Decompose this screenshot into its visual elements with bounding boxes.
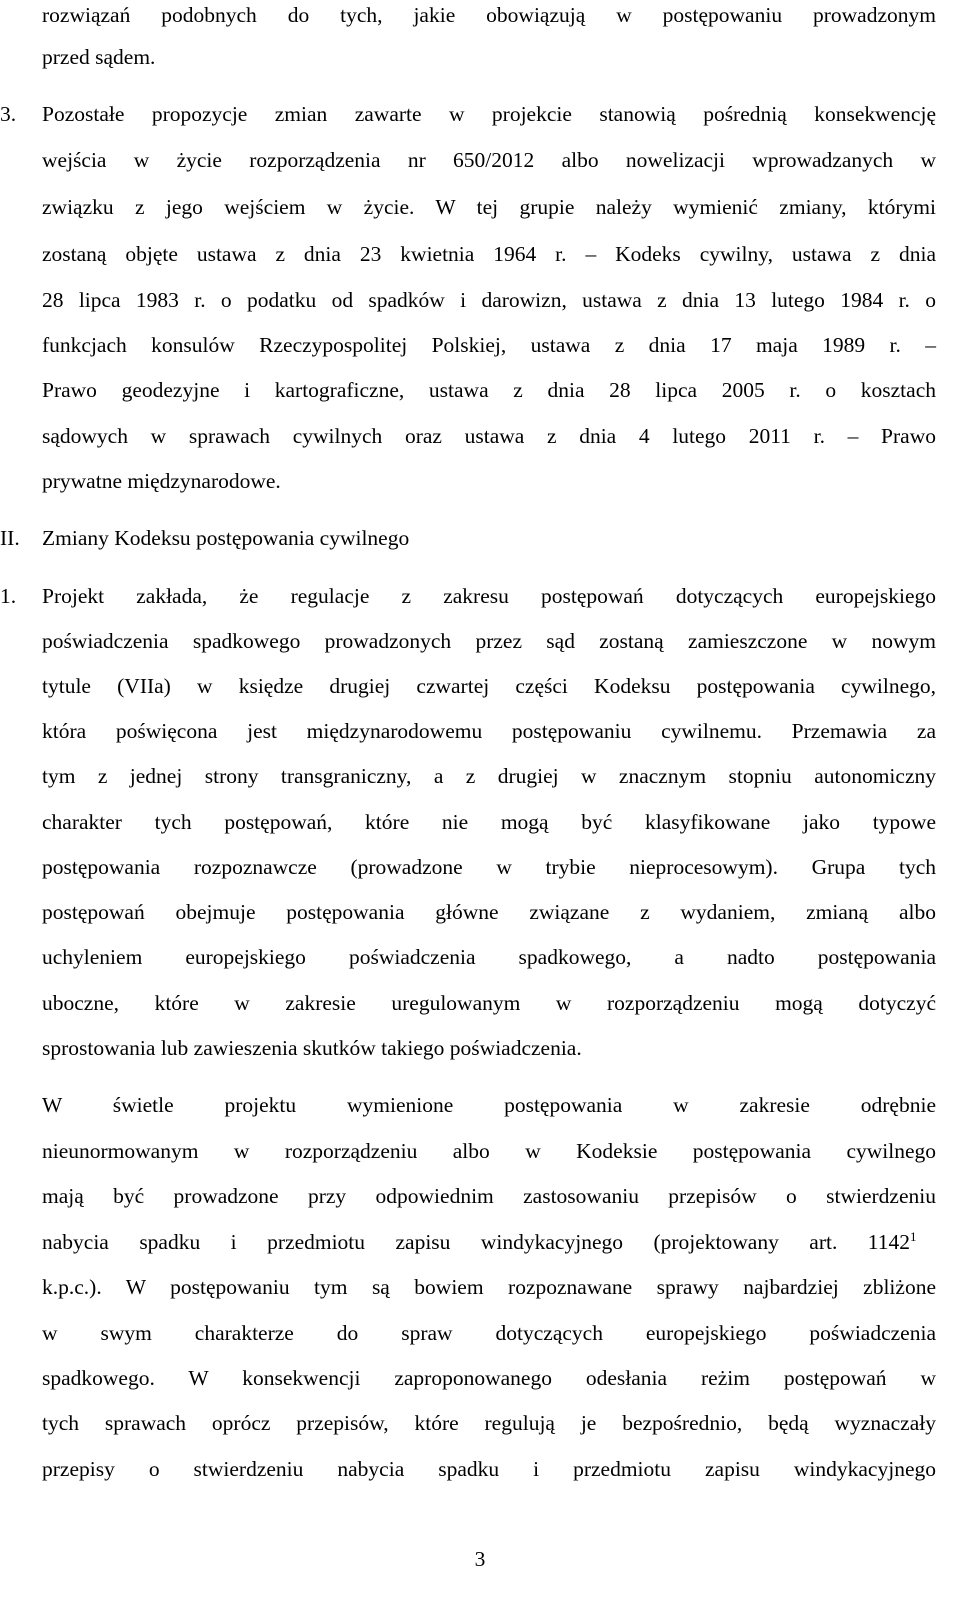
text-line: Pozostałe propozycje zmian zawarte w projekcie stanowią pośrednią konsekwencję — [42, 102, 936, 126]
text-line-with-article — [42, 1227, 936, 1257]
text-line: W świetle projektu wymienione postępowania w zakresie odrębnie — [42, 1093, 936, 1117]
text-line: nieunormowanym w rozporządzeniu albo w Kodeksie postępowania cywilnego — [42, 1139, 936, 1163]
list-number: 3. — [0, 102, 17, 126]
text-line: uboczne, które w zakresie uregulowanym w rozporządzeniu mogą dotyczyć — [42, 991, 936, 1015]
text-line: związku z jego wejściem w życie. W tej grupie należy wymienić zmiany, którymi — [42, 195, 936, 219]
text-line: mają być prowadzone przy odpowiednim zastosowaniu przepisów o stwierdzeniu — [42, 1184, 936, 1208]
text-line: rozwiązań podobnych do tych, jakie obowiązują w postępowaniu prowadzonym — [42, 3, 936, 27]
text-line: tytule (VIIa) w księdze drugiej czwartej części Kodeksu postępowania cywilnego, — [42, 674, 936, 698]
text-line: przed sądem. — [42, 45, 156, 69]
text-line: charakter tych postępowań, które nie mogą być klasyfikowane jako typowe — [42, 810, 936, 834]
text-line: 28 lipca 1983 r. o podatku od spadków i darowizn, ustawa z dnia 13 lutego 1984 r. o — [42, 288, 936, 312]
text-line: funkcjach konsulów Rzeczypospolitej Polskiej, ustawa z dnia 17 maja 1989 r. – — [42, 333, 936, 357]
list-item-1 — [0, 581, 936, 611]
text-line: przepisy o stwierdzeniu nabycia spadku i przedmiotu zapisu windykacyjnego — [42, 1457, 936, 1481]
text-line: sprostowania lub zawieszenia skutków takiego poświadczenia. — [42, 1036, 582, 1060]
text-line: spadkowego. W konsekwencji zaproponowanego odesłania reżim postępowań w — [42, 1366, 936, 1390]
list-item-3 — [0, 99, 936, 129]
section-number: II. — [0, 526, 20, 550]
text-line: wejścia w życie rozporządzenia nr 650/2012 albo nowelizacji wprowadzanych w — [42, 148, 936, 172]
text-line: Prawo geodezyjne i kartograficzne, ustawa z dnia 28 lipca 2005 r. o kosztach — [42, 378, 936, 402]
page-number: 3 — [474, 1547, 486, 1571]
text-line: tym z jednej strony transgraniczny, a z drugiej w znacznym stopniu autonomiczny — [42, 764, 936, 788]
list-number: 1. — [0, 584, 17, 608]
text-line: zostaną objęte ustawa z dnia 23 kwietnia 1964 r. – Kodeks cywilny, ustawa z dnia — [42, 242, 936, 266]
text-line: tych sprawach oprócz przepisów, które regulują je bezpośrednio, będą wyznaczały — [42, 1411, 936, 1435]
text-line: która poświęcona jest międzynarodowemu postępowaniu cywilnemu. Przemawia za — [42, 719, 936, 743]
text-line: sądowych w sprawach cywilnych oraz ustawa z dnia 4 lutego 2011 r. – Prawo — [42, 424, 936, 448]
text-line: uchyleniem europejskiego poświadczenia spadkowego, a nadto postępowania — [42, 945, 936, 969]
text-line: nabycia spadku i przedmiotu zapisu windykacyjnego (projektowany art. 1142 — [42, 1230, 910, 1254]
text-line: poświadczenia spadkowego prowadzonych przez sąd zostaną zamieszczone w nowym — [42, 629, 936, 653]
text-line: k.p.c.). W postępowaniu tym są bowiem rozpoznawane sprawy najbardziej zbliżone — [42, 1275, 936, 1299]
text-line: postępowania rozpoznawcze (prowadzone w trybie nieprocesowym). Grupa tych — [42, 855, 936, 879]
text-line: postępowań obejmuje postępowania główne związane z wydaniem, zmianą albo — [42, 900, 936, 924]
text-line: w swym charakterze do spraw dotyczących europejskiego poświadczenia — [42, 1321, 936, 1345]
section-heading — [0, 523, 936, 553]
section-title: Zmiany Kodeksu postępowania cywilnego — [42, 526, 410, 550]
text-line: Projekt zakłada, że regulacje z zakresu postępowań dotyczących europejskiego — [42, 584, 936, 608]
text-line: prywatne międzynarodowe. — [42, 469, 281, 493]
article-superscript: 1 — [910, 1228, 917, 1244]
